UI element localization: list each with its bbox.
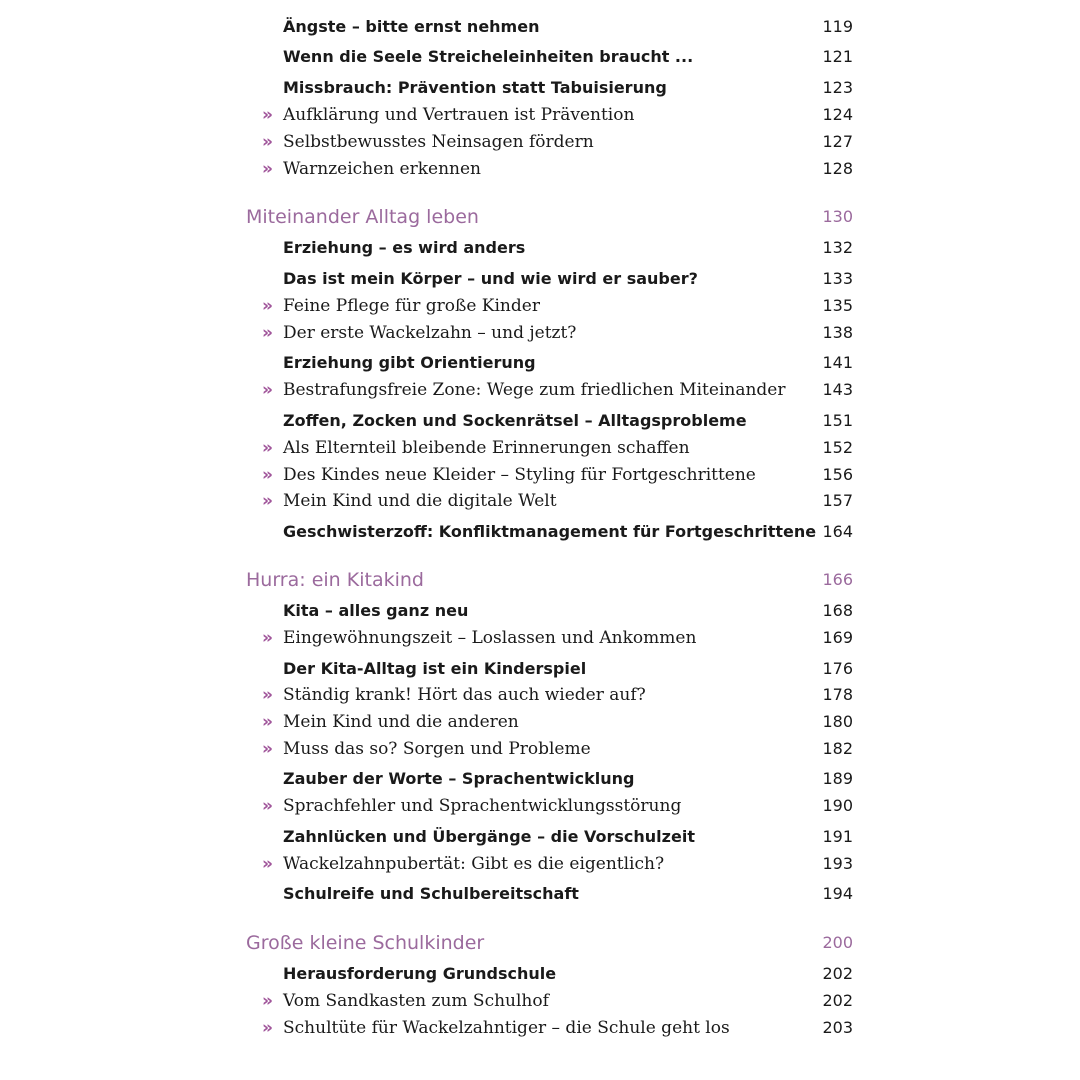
entry-title: Herausforderung Grundschule [283,964,557,983]
toc-section-entry [0,880,1080,908]
entry-title: Zauber der Worte – Sprachentwicklung [283,769,635,788]
entry-page-number: 176 [822,659,853,678]
entry-page-number: 193 [822,854,853,873]
entry-title: Bestrafungsfreie Zone: Wege zum friedlichen Miteinander [283,380,786,400]
chapter-title: Miteinander Alltag leben [246,206,479,228]
toc-subentry [0,708,1080,736]
toc-subentry [0,434,1080,462]
toc-section-entry [0,13,1080,41]
entry-page-number: 190 [822,796,853,815]
toc-subentry [0,319,1080,347]
entry-page-number: 191 [822,827,853,846]
entry-page-number: 203 [822,1018,853,1037]
toc-subentry [0,461,1080,489]
entry-page-number: 169 [822,628,853,647]
entry-page-number: 152 [822,438,853,457]
entry-title: Sprachfehler und Sprachentwicklungsstörung [283,796,682,816]
double-chevron-right-icon: » [262,105,273,125]
entry-page-number: 180 [822,712,853,731]
entry-title: Mein Kind und die anderen [283,712,519,732]
entry-page-number: 121 [822,47,853,66]
double-chevron-right-icon: » [262,1018,273,1038]
entry-title: Warnzeichen erkennen [283,159,481,179]
entry-title: Missbrauch: Prävention statt Tabuisierung [283,78,667,97]
toc-section-entry [0,960,1080,988]
toc-chapter-heading [0,566,1080,594]
double-chevron-right-icon: » [262,739,273,759]
entry-page-number: 178 [822,685,853,704]
toc-subentry [0,624,1080,652]
toc-subentry [0,850,1080,878]
double-chevron-right-icon: » [262,628,273,648]
toc-subentry [0,128,1080,156]
double-chevron-right-icon: » [262,796,273,816]
entry-title: Schultüte für Wackelzahntiger – die Schule geht los [283,1018,730,1038]
chapter-title: Hurra: ein Kitakind [246,569,424,591]
entry-title: Eingewöhnungszeit – Loslassen und Ankommen [283,628,697,648]
entry-title: Erziehung – es wird anders [283,238,526,257]
entry-page-number: 189 [822,769,853,788]
toc-subentry [0,987,1080,1015]
toc-subentry [0,101,1080,129]
entry-page-number: 128 [822,159,853,178]
entry-title: Als Elternteil bleibende Erinnerungen schaffen [283,438,690,458]
toc-section-entry [0,518,1080,546]
double-chevron-right-icon: » [262,465,273,485]
entry-title: Schulreife und Schulbereitschaft [283,884,579,903]
toc-subentry [0,155,1080,183]
entry-page-number: 182 [822,739,853,758]
double-chevron-right-icon: » [262,296,273,316]
entry-page-number: 133 [822,269,853,288]
toc-section-entry [0,265,1080,293]
entry-title: Erziehung gibt Orientierung [283,353,536,372]
toc-section-entry [0,407,1080,435]
entry-title: Des Kindes neue Kleider – Styling für Fortgeschrittene [283,465,756,485]
entry-title: Kita – alles ganz neu [283,601,469,620]
double-chevron-right-icon: » [262,132,273,152]
double-chevron-right-icon: » [262,491,273,511]
chapter-page-number: 166 [822,570,853,589]
chapter-title: Große kleine Schulkinder [246,932,485,954]
entry-page-number: 157 [822,491,853,510]
double-chevron-right-icon: » [262,438,273,458]
entry-title: Zoffen, Zocken und Sockenrätsel – Alltagsprobleme [283,411,747,430]
entry-page-number: 123 [822,78,853,97]
entry-page-number: 135 [822,296,853,315]
double-chevron-right-icon: » [262,854,273,874]
entry-page-number: 202 [822,991,853,1010]
entry-title: Mein Kind und die digitale Welt [283,491,557,511]
toc-section-entry [0,43,1080,71]
double-chevron-right-icon: » [262,380,273,400]
toc-subentry [0,376,1080,404]
entry-title: Geschwisterzoff: Konfliktmanagement für Fortgeschrittene [283,522,817,541]
entry-title: Zahnlücken und Übergänge – die Vorschulzeit [283,827,695,846]
entry-page-number: 151 [822,411,853,430]
toc-subentry [0,487,1080,515]
double-chevron-right-icon: » [262,712,273,732]
entry-page-number: 138 [822,323,853,342]
chapter-page-number: 130 [822,207,853,226]
toc-section-entry [0,234,1080,262]
entry-title: Der Kita-Alltag ist ein Kinderspiel [283,659,587,678]
entry-title: Wackelzahnpubertät: Gibt es die eigentlich? [283,854,665,874]
entry-page-number: 124 [822,105,853,124]
entry-title: Der erste Wackelzahn – und jetzt? [283,323,577,343]
chapter-page-number: 200 [822,933,853,952]
toc-section-entry [0,765,1080,793]
entry-title: Ständig krank! Hört das auch wieder auf? [283,685,646,705]
entry-title: Ängste – bitte ernst nehmen [283,17,540,36]
entry-page-number: 156 [822,465,853,484]
toc-chapter-heading [0,203,1080,231]
entry-title: Vom Sandkasten zum Schulhof [283,991,549,1011]
toc-subentry [0,681,1080,709]
double-chevron-right-icon: » [262,685,273,705]
entry-page-number: 143 [822,380,853,399]
entry-page-number: 202 [822,964,853,983]
entry-page-number: 119 [822,17,853,36]
entry-title: Selbstbewusstes Neinsagen fördern [283,132,594,152]
entry-page-number: 132 [822,238,853,257]
toc-section-entry [0,74,1080,102]
entry-title: Muss das so? Sorgen und Probleme [283,739,591,759]
toc-section-entry [0,349,1080,377]
toc-chapter-heading [0,929,1080,957]
toc-subentry [0,1014,1080,1042]
toc-section-entry [0,655,1080,683]
toc-subentry [0,735,1080,763]
double-chevron-right-icon: » [262,991,273,1011]
entry-title: Das ist mein Körper – und wie wird er sauber? [283,269,698,288]
entry-title: Aufklärung und Vertrauen ist Prävention [283,105,635,125]
toc-subentry [0,292,1080,320]
entry-page-number: 127 [822,132,853,151]
entry-title: Wenn die Seele Streicheleinheiten braucht ... [283,47,694,66]
entry-page-number: 194 [822,884,853,903]
entry-title: Feine Pflege für große Kinder [283,296,540,316]
toc-section-entry [0,597,1080,625]
double-chevron-right-icon: » [262,323,273,343]
toc-subentry [0,792,1080,820]
entry-page-number: 168 [822,601,853,620]
toc-section-entry [0,823,1080,851]
double-chevron-right-icon: » [262,159,273,179]
entry-page-number: 164 [822,522,853,541]
entry-page-number: 141 [822,353,853,372]
